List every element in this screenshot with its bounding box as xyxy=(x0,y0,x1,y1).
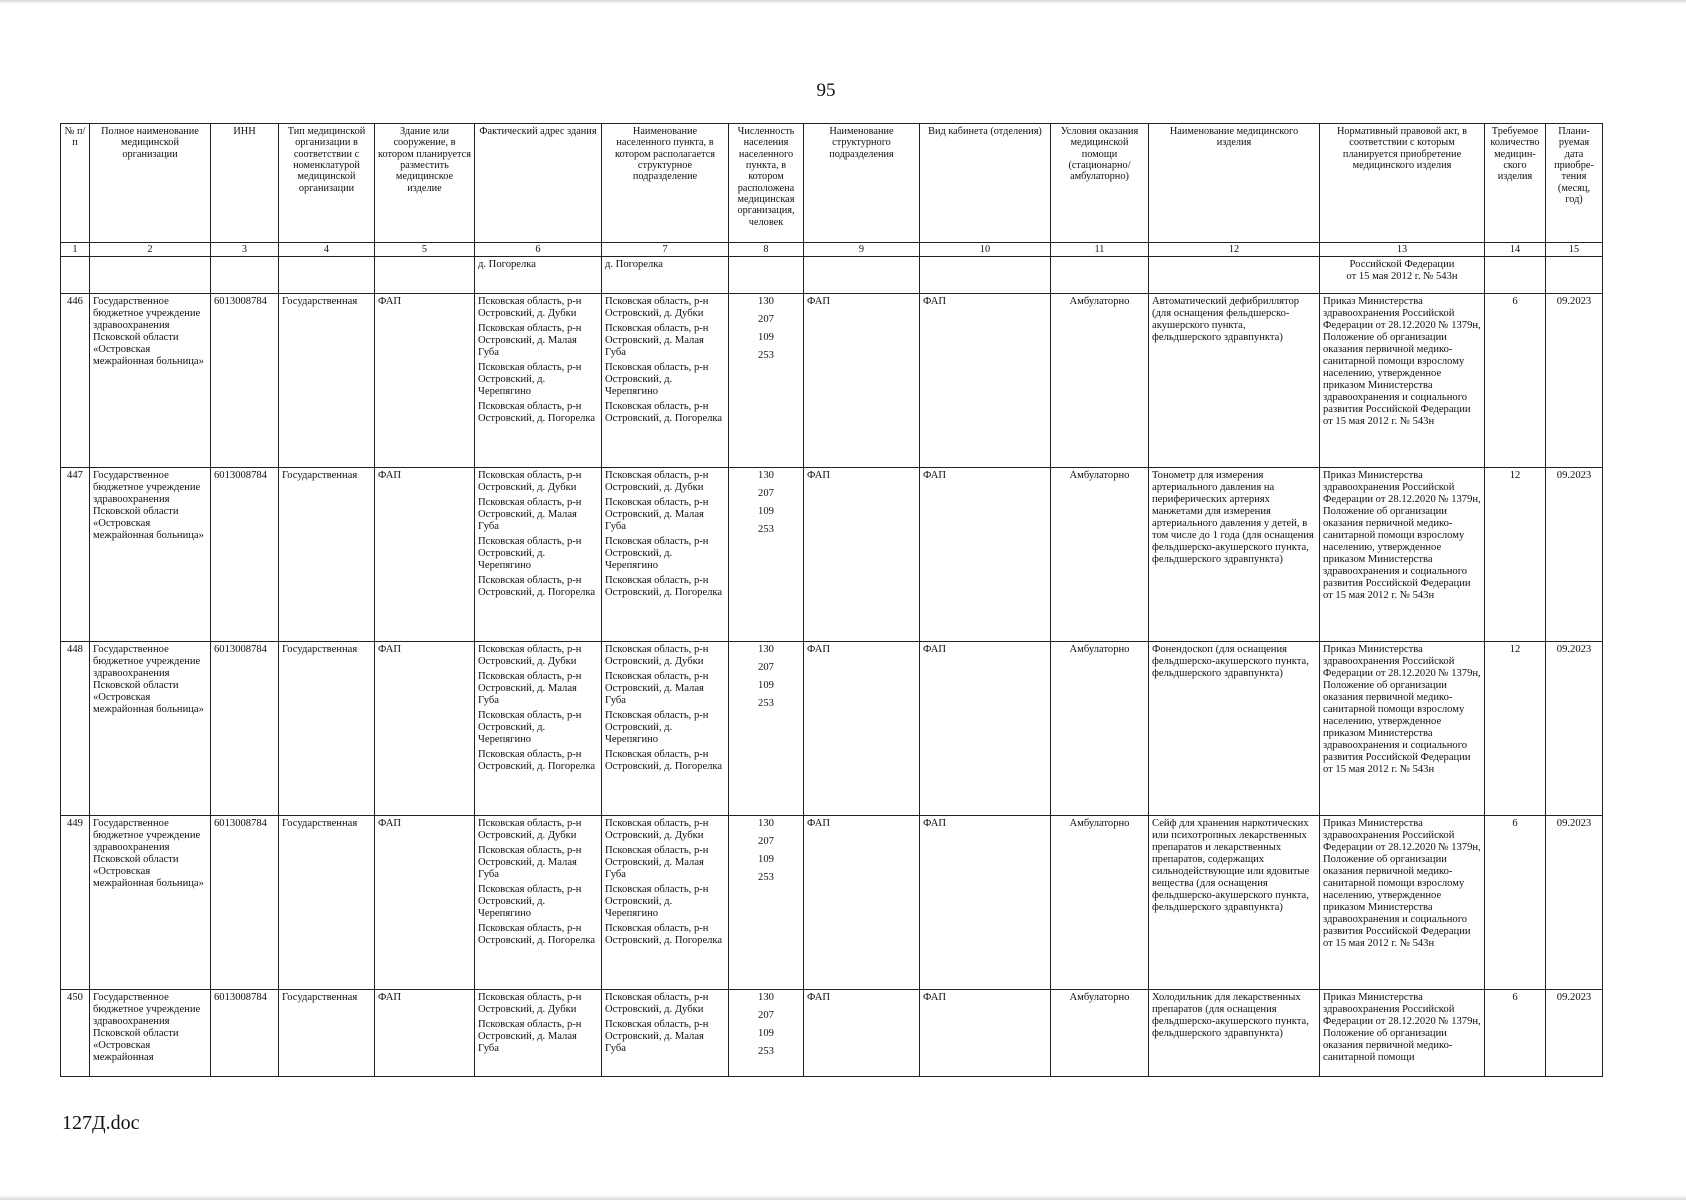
organization-type: Государственная xyxy=(279,990,375,1077)
cabinet-type: ФАП xyxy=(920,468,1051,642)
settlement-cell xyxy=(602,294,729,468)
quantity: 6 xyxy=(1485,990,1546,1077)
header-row xyxy=(61,124,1603,243)
column-number: 1 xyxy=(61,243,90,257)
column-number: 14 xyxy=(1485,243,1546,257)
care-conditions: Амбулаторно xyxy=(1051,816,1149,990)
act-line: Российской Федерации xyxy=(1349,259,1455,270)
organization-type: Государственная xyxy=(279,642,375,816)
building-type: ФАП xyxy=(375,990,475,1077)
settlement-entry: Псковская область, р-н Островский, д. Черепягино xyxy=(605,709,709,745)
planned-date: 09.2023 xyxy=(1546,642,1603,816)
organization-type: Государственная xyxy=(279,468,375,642)
address-entry: Псковская область, р-н Островский, д. Погорелка xyxy=(478,922,596,946)
address-cell: д. Погорелка xyxy=(475,257,602,294)
settlement-entry: Псковская область, р-н Островский, д. Дубки xyxy=(605,296,709,319)
planned-date: 09.2023 xyxy=(1546,468,1603,642)
address-entry: Псковская область, р-н Островский, д. Погорелка xyxy=(478,748,596,772)
address-entry: Псковская область, р-н Островский, д. Дубки xyxy=(478,470,582,493)
legal-act: Приказ Министерства здравоохранения Российской Федерации от 28.12.2020 № 1379н, Положение об организации оказания первичной медико-санитарной помощи взрослому населению, утвержденное приказом Министерства здравоохранения и социального развития Российской Федерации от 15 мая 2012 г. № 543н xyxy=(1320,294,1485,468)
column-number: 4 xyxy=(279,243,375,257)
column-number: 7 xyxy=(602,243,729,257)
population-value: 207 xyxy=(758,1010,774,1021)
header-cell: Фактический адрес здания xyxy=(475,124,602,243)
care-conditions: Амбулаторно xyxy=(1051,642,1149,816)
table-row xyxy=(61,294,1603,468)
planned-date: 09.2023 xyxy=(1546,816,1603,990)
legal-act: Приказ Министерства здравоохранения Российской Федерации от 28.12.2020 № 1379н, Положение об организации оказания первичной медико-санитарной помощи взрослому населению, утвержденное приказом Министерства здравоохранения и социального развития Российской Федерации от 15 мая 2012 г. № 543н xyxy=(1320,468,1485,642)
column-number: 15 xyxy=(1546,243,1603,257)
page-number: 95 xyxy=(816,80,836,101)
column-number: 5 xyxy=(375,243,475,257)
building-type: ФАП xyxy=(375,642,475,816)
table-row xyxy=(61,990,1603,1077)
device-name: Сейф для хранения наркотических или психотропных лекарственных препаратов и лекарственных препаратов, содержащих сильнодействующие или ядовитые вещества (для оснащения фельдшерско-акушерского пункта, фельдшерского здравпункта) xyxy=(1149,816,1320,990)
header-cell: Плани-руемая дата приобре-тения (месяц, год) xyxy=(1546,124,1603,243)
organization-name: Государственное бюджетное учреждение здравоохранения Псковской области «Островская межрайонная больница» xyxy=(90,294,211,468)
row-number: 447 xyxy=(61,468,90,642)
cabinet-type: ФАП xyxy=(920,294,1051,468)
planned-date: 09.2023 xyxy=(1546,294,1603,468)
column-number: 2 xyxy=(90,243,211,257)
row-number: 450 xyxy=(61,990,90,1077)
settlement-entry: Псковская область, р-н Островский, д. Дубки xyxy=(605,992,709,1015)
legal-act: Приказ Министерства здравоохранения Российской Федерации от 28.12.2020 № 1379н, Положение об организации оказания первичной медико-санитарной помощи взрослому населению, утвержденное приказом Министерства здравоохранения и социального развития Российской Федерации от 15 мая 2012 г. № 543н xyxy=(1320,642,1485,816)
organization-name: Государственное бюджетное учреждение здравоохранения Псковской области «Островская межрайонная больница» xyxy=(90,468,211,642)
organization-type: Государственная xyxy=(279,816,375,990)
settlement-entry: Псковская область, р-н Островский, д. Погорелка xyxy=(605,922,723,946)
population-cell xyxy=(729,642,804,816)
address-entry: Псковская область, р-н Островский, д. Черепягино xyxy=(478,709,582,745)
device-name: Автоматический дефибриллятор (для оснащения фельдшерско-акушерского пункта, фельдшерского здравпункта) xyxy=(1149,294,1320,468)
address-entry: Псковская область, р-н Островский, д. Черепягино xyxy=(478,883,582,919)
address-cell xyxy=(475,816,602,990)
act-cell xyxy=(1320,257,1485,294)
column-number: 6 xyxy=(475,243,602,257)
population-value: 130 xyxy=(758,470,774,481)
address-entry: Псковская область, р-н Островский, д. Погорелка xyxy=(478,400,596,424)
population-value: 253 xyxy=(758,1046,774,1057)
table-row xyxy=(61,468,1603,642)
population-cell xyxy=(729,990,804,1077)
table-row xyxy=(61,642,1603,816)
building-type: ФАП xyxy=(375,294,475,468)
inn-value: 6013008784 xyxy=(211,990,279,1077)
population-cell xyxy=(729,294,804,468)
address-cell xyxy=(475,990,602,1077)
structural-unit: ФАП xyxy=(804,816,920,990)
settlement-cell xyxy=(602,468,729,642)
settlement-entry: Псковская область, р-н Островский, д. Дубки xyxy=(605,644,709,667)
header-cell: Требуемое количество медицин-ского изделия xyxy=(1485,124,1546,243)
settlement-entry: Псковская область, р-н Островский, д. Погорелка xyxy=(605,400,723,424)
act-line: от 15 мая 2012 г. № 543н xyxy=(1346,270,1458,282)
header-cell: Полное наименование медицинской организации xyxy=(90,124,211,243)
header-cell: Нормативный правовой акт, в соответствии с которым планируется приобретение медицинского изделия xyxy=(1320,124,1485,243)
header-cell: Наименование медицинского изделия xyxy=(1149,124,1320,243)
building-type: ФАП xyxy=(375,816,475,990)
equipment-table xyxy=(60,123,1603,1077)
header-cell: Здание или сооружение, в котором планируется разместить медицинское изделие xyxy=(375,124,475,243)
structural-unit: ФАП xyxy=(804,294,920,468)
population-value: 109 xyxy=(758,680,774,691)
settlement-entry: Псковская область, р-н Островский, д. Дубки xyxy=(605,818,709,841)
population-cell xyxy=(729,816,804,990)
device-name: Фонендоскоп (для оснащения фельдшерско-акушерского пункта, фельдшерского здравпункта) xyxy=(1149,642,1320,816)
column-number: 3 xyxy=(211,243,279,257)
care-conditions: Амбулаторно xyxy=(1051,468,1149,642)
address-entry: Псковская область, р-н Островский, д. Малая Губа xyxy=(478,844,582,880)
column-number-row xyxy=(61,243,1603,257)
table-row xyxy=(61,816,1603,990)
structural-unit: ФАП xyxy=(804,990,920,1077)
settlement-entry: Псковская область, р-н Островский, д. Черепягино xyxy=(605,535,709,571)
organization-name: Государственное бюджетное учреждение здравоохранения Псковской области «Островская межрайонная xyxy=(90,990,211,1077)
settlement-cell xyxy=(602,816,729,990)
column-number: 11 xyxy=(1051,243,1149,257)
address-entry: Псковская область, р-н Островский, д. Малая Губа xyxy=(478,322,582,358)
header-cell: Наименование населенного пункта, в котором располагается структурное подразделение xyxy=(602,124,729,243)
inn-value: 6013008784 xyxy=(211,642,279,816)
quantity: 6 xyxy=(1485,294,1546,468)
column-number: 8 xyxy=(729,243,804,257)
address-entry: Псковская область, р-н Островский, д. Малая Губа xyxy=(478,670,582,706)
address-cell xyxy=(475,468,602,642)
organization-name: Государственное бюджетное учреждение здравоохранения Псковской области «Островская межрайонная больница» xyxy=(90,642,211,816)
header-cell: Численность населения населенного пункта, в котором расположена медицинская организация, человек xyxy=(729,124,804,243)
legal-act: Приказ Министерства здравоохранения Российской Федерации от 28.12.2020 № 1379н, Положение об организации оказания первичной медико-санитарной помощи взрослому населению, утвержденное приказом Министерства здравоохранения и социального развития Российской Федерации от 15 мая 2012 г. № 543н xyxy=(1320,816,1485,990)
population-value: 109 xyxy=(758,506,774,517)
cabinet-type: ФАП xyxy=(920,990,1051,1077)
settlement-cell xyxy=(602,990,729,1077)
settlement-entry: Псковская область, р-н Островский, д. Черепягино xyxy=(605,883,709,919)
population-value: 253 xyxy=(758,350,774,361)
address-entry: Псковская область, р-н Островский, д. Дубки xyxy=(478,992,582,1015)
scan-top-edge xyxy=(0,0,1686,4)
settlement-entry: Псковская область, р-н Островский, д. Малая Губа xyxy=(605,670,709,706)
population-value: 253 xyxy=(758,698,774,709)
care-conditions: Амбулаторно xyxy=(1051,990,1149,1077)
inn-value: 6013008784 xyxy=(211,816,279,990)
header-cell: Тип медицинской организации в соответствии с номенклатурой медицинской организации xyxy=(279,124,375,243)
organization-type: Государственная xyxy=(279,294,375,468)
address-entry: Псковская область, р-н Островский, д. Дубки xyxy=(478,296,582,319)
quantity: 6 xyxy=(1485,816,1546,990)
header-cell: Наименование структурного подразделения xyxy=(804,124,920,243)
quantity: 12 xyxy=(1485,468,1546,642)
row-number: 448 xyxy=(61,642,90,816)
address-entry: Псковская область, р-н Островский, д. Погорелка xyxy=(478,574,596,598)
header-cell: ИНН xyxy=(211,124,279,243)
device-name: Холодильник для лекарственных препаратов (для оснащения фельдшерско-акушерского пункта, фельдшерского здравпункта) xyxy=(1149,990,1320,1077)
population-value: 207 xyxy=(758,314,774,325)
address-entry: Псковская область, р-н Островский, д. Дубки xyxy=(478,644,582,667)
address-entry: Псковская область, р-н Островский, д. Черепягино xyxy=(478,535,582,571)
structural-unit: ФАП xyxy=(804,642,920,816)
population-value: 109 xyxy=(758,854,774,865)
settlement-cell: д. Погорелка xyxy=(602,257,729,294)
population-value: 130 xyxy=(758,992,774,1003)
scan-bottom-edge xyxy=(0,1195,1686,1200)
column-number: 9 xyxy=(804,243,920,257)
address-cell xyxy=(475,642,602,816)
population-cell xyxy=(729,468,804,642)
settlement-entry: Псковская область, р-н Островский, д. Погорелка xyxy=(605,748,723,772)
header-cell: № п/п xyxy=(61,124,90,243)
population-value: 253 xyxy=(758,524,774,535)
inn-value: 6013008784 xyxy=(211,468,279,642)
population-value: 130 xyxy=(758,644,774,655)
population-value: 207 xyxy=(758,488,774,499)
population-value: 109 xyxy=(758,1028,774,1039)
header-cell: Условия оказания медицинской помощи (стационарно/ амбулаторно) xyxy=(1051,124,1149,243)
settlement-entry: Псковская область, р-н Островский, д. Черепягино xyxy=(605,361,709,397)
address-cell xyxy=(475,294,602,468)
column-number: 12 xyxy=(1149,243,1320,257)
rows-body xyxy=(61,294,1603,1077)
inn-value: 6013008784 xyxy=(211,294,279,468)
settlement-entry: Псковская область, р-н Островский, д. Дубки xyxy=(605,470,709,493)
settlement-entry: Псковская область, р-н Островский, д. Малая Губа xyxy=(605,1018,709,1054)
settlement-entry: Псковская область, р-н Островский, д. Малая Губа xyxy=(605,496,709,532)
organization-name: Государственное бюджетное учреждение здравоохранения Псковской области «Островская межрайонная больница» xyxy=(90,816,211,990)
legal-act: Приказ Министерства здравоохранения Российской Федерации от 28.12.2020 № 1379н, Положение об организации оказания первичной медико-санитарной помощи xyxy=(1320,990,1485,1077)
population-value: 207 xyxy=(758,836,774,847)
planned-date: 09.2023 xyxy=(1546,990,1603,1077)
row-number: 446 xyxy=(61,294,90,468)
population-value: 207 xyxy=(758,662,774,673)
settlement-entry: Псковская область, р-н Островский, д. Малая Губа xyxy=(605,844,709,880)
continuation-row xyxy=(61,257,1603,294)
care-conditions: Амбулаторно xyxy=(1051,294,1149,468)
population-value: 253 xyxy=(758,872,774,883)
device-name: Тонометр для измерения артериального давления на периферических артериях манжетами для измерения артериального давления у детей, в том числе до 1 года (для оснащения фельдшерско-акушерского пункта, фельдшерского здравпункта) xyxy=(1149,468,1320,642)
address-entry: Псковская область, р-н Островский, д. Черепягино xyxy=(478,361,582,397)
header-cell: Вид кабинета (отделения) xyxy=(920,124,1051,243)
structural-unit: ФАП xyxy=(804,468,920,642)
address-entry: Псковская область, р-н Островский, д. Малая Губа xyxy=(478,1018,582,1054)
cabinet-type: ФАП xyxy=(920,816,1051,990)
settlement-entry: Псковская область, р-н Островский, д. Малая Губа xyxy=(605,322,709,358)
row-number: 449 xyxy=(61,816,90,990)
column-number: 10 xyxy=(920,243,1051,257)
population-value: 130 xyxy=(758,818,774,829)
footer-filename: 127Д.doc xyxy=(62,1112,140,1134)
cabinet-type: ФАП xyxy=(920,642,1051,816)
quantity: 12 xyxy=(1485,642,1546,816)
address-entry: Псковская область, р-н Островский, д. Дубки xyxy=(478,818,582,841)
address-entry: Псковская область, р-н Островский, д. Малая Губа xyxy=(478,496,582,532)
settlement-cell xyxy=(602,642,729,816)
building-type: ФАП xyxy=(375,468,475,642)
population-value: 109 xyxy=(758,332,774,343)
column-number: 13 xyxy=(1320,243,1485,257)
population-value: 130 xyxy=(758,296,774,307)
settlement-entry: Псковская область, р-н Островский, д. Погорелка xyxy=(605,574,723,598)
